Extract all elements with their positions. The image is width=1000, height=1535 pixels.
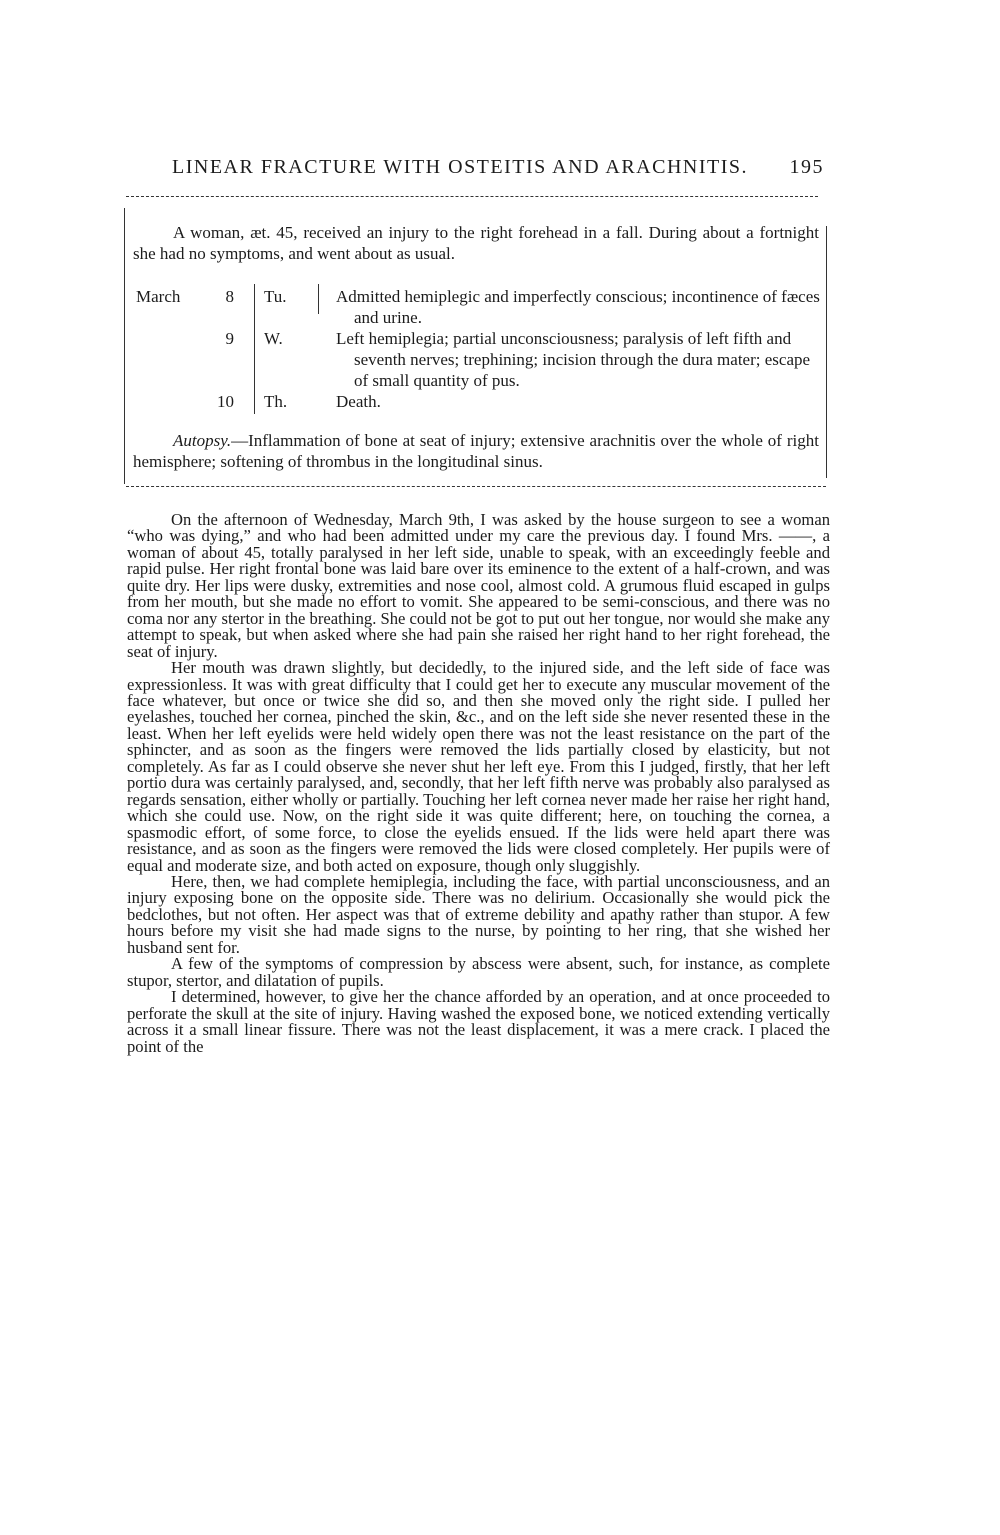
body-paragraph: I determined, however, to give her the chance afforded by an operation, and at once proceeded to perforate the skull at the site of injury. Having washed the exposed bone, we noticed extending vertically across it a small linear fissure. There was not the least displacement, it was a mere crack. I placed the point of the: [127, 987, 830, 1056]
autopsy-text: —Inflammation of bone at seat of injury; extensive arachnitis over the whole of right hemisphere; softening of thrombus in the longitudinal sinus.: [133, 431, 819, 471]
case-weekday: Tu.: [264, 287, 287, 306]
case-day: 9: [225, 329, 234, 348]
case-intro-text: A woman, æt. 45, received an injury to the right forehead in a fall. During about a fortnight she had no symptoms, and went about as usual.: [133, 223, 819, 263]
body-paragraph: On the afternoon of Wednesday, March 9th, I was asked by the house surgeon to see a woman “who was dying,” and who had been admitted under my care the previous day. I found Mrs. ——, a woman of about 45, totally paralysed in her left side, unable to speak, with an exceedingly feeble and rapid pulse. Her right frontal bone was laid bare over its eminence to the extent of a half-crown, and was quite dry. Her lips were dusky, extremities and nose cool, almost cold. A grumous fluid escaped in gulps from her mouth, but she made no effort to vomit. She appeared to be semi-conscious, and there was no coma nor any stertor in the breathing. She could not be got to put out her tongue, nor would she make any attempt to speak, but when asked where she had pain she raised her right hand to her right forehead, the seat of injury.: [127, 510, 830, 661]
autopsy-label: Autopsy.: [173, 431, 232, 450]
page-title: LINEAR FRACTURE WITH OSTEITIS AND ARACHNITIS.: [172, 156, 749, 178]
autopsy-block: [133, 430, 819, 472]
case-row: [136, 391, 826, 412]
body-paragraph: Her mouth was drawn slightly, but decidedly, to the injured side, and the left side of face was expressionless. It was with great difficulty that I could get her to execute any muscular movement of the face whatever, but once or twice she did so, and then she moved only the right side. I pulled her eyelashes, touched her cornea, pinched the skin, &c., and on the left side she never resented these in the least. When her left eyelids were held widely open there was not the least resistance on the part of the sphincter, and as soon as the fingers were removed the lids partially closed by elasticity, but not completely. As far as I could observe she never shut her left eye. From this I judged, firstly, that her left portio dura was certainly paralysed, and, secondly, that her left fifth nerve was probably also paralysed as regards sensation, either wholly or partially. Touching her left cornea never made her raise her right hand, which she could use. Now, on the right side it was quite different; here, on touching the cornea, a spasmodic effort, of some force, to close the eyelids ensued. If the lids were held apart there was resistance, and as soon as the fingers were removed the lids were closed completely. Her pupils were of equal and moderate size, and both acted on exposure, though only sluggishly.: [127, 658, 830, 875]
autopsy-paragraph: [133, 430, 819, 472]
body-paragraph: Here, then, we had complete hemiplegia, including the face, with partial unconsciousness, and an injury exposing bone on the opposite side. There was no delirium. Occasionally she would pick the bedclothes, but not often. Her aspect was that of extreme debility and apathy rather than stupor. A few hours before my visit she had made signs to the nurse, by pointing to her ring, that she wished her husband sent for.: [127, 871, 830, 957]
case-month: March: [136, 287, 181, 306]
box-left-rule: [124, 208, 125, 484]
case-row: [136, 328, 826, 391]
case-table: [136, 286, 826, 412]
case-note: Admitted hemiplegic and imperfectly conscious; incontinence of fæces and urine.: [336, 287, 820, 327]
body-paragraph: A few of the symptoms of compression by abscess were absent, such, for instance, as complete stupor, stertor, and dilatation of pupils.: [127, 954, 830, 990]
case-day: 8: [225, 287, 234, 306]
body-text: [127, 512, 830, 1055]
case-row: [136, 286, 826, 328]
case-weekday: Th.: [264, 392, 288, 411]
case-weekday: W.: [264, 329, 283, 348]
box-top-rule: [126, 196, 818, 197]
page-number: 195: [789, 156, 824, 178]
case-day: 10: [217, 392, 234, 411]
case-intro: [133, 222, 819, 264]
case-note: Death.: [336, 392, 381, 411]
box-right-rule: [826, 226, 827, 478]
case-note: Left hemiplegia; partial unconsciousness; paralysis of left fifth and seventh nerves; trephining; incision through the dura mater; escape of small quantity of pus.: [336, 329, 811, 390]
box-bottom-rule: [126, 486, 826, 487]
